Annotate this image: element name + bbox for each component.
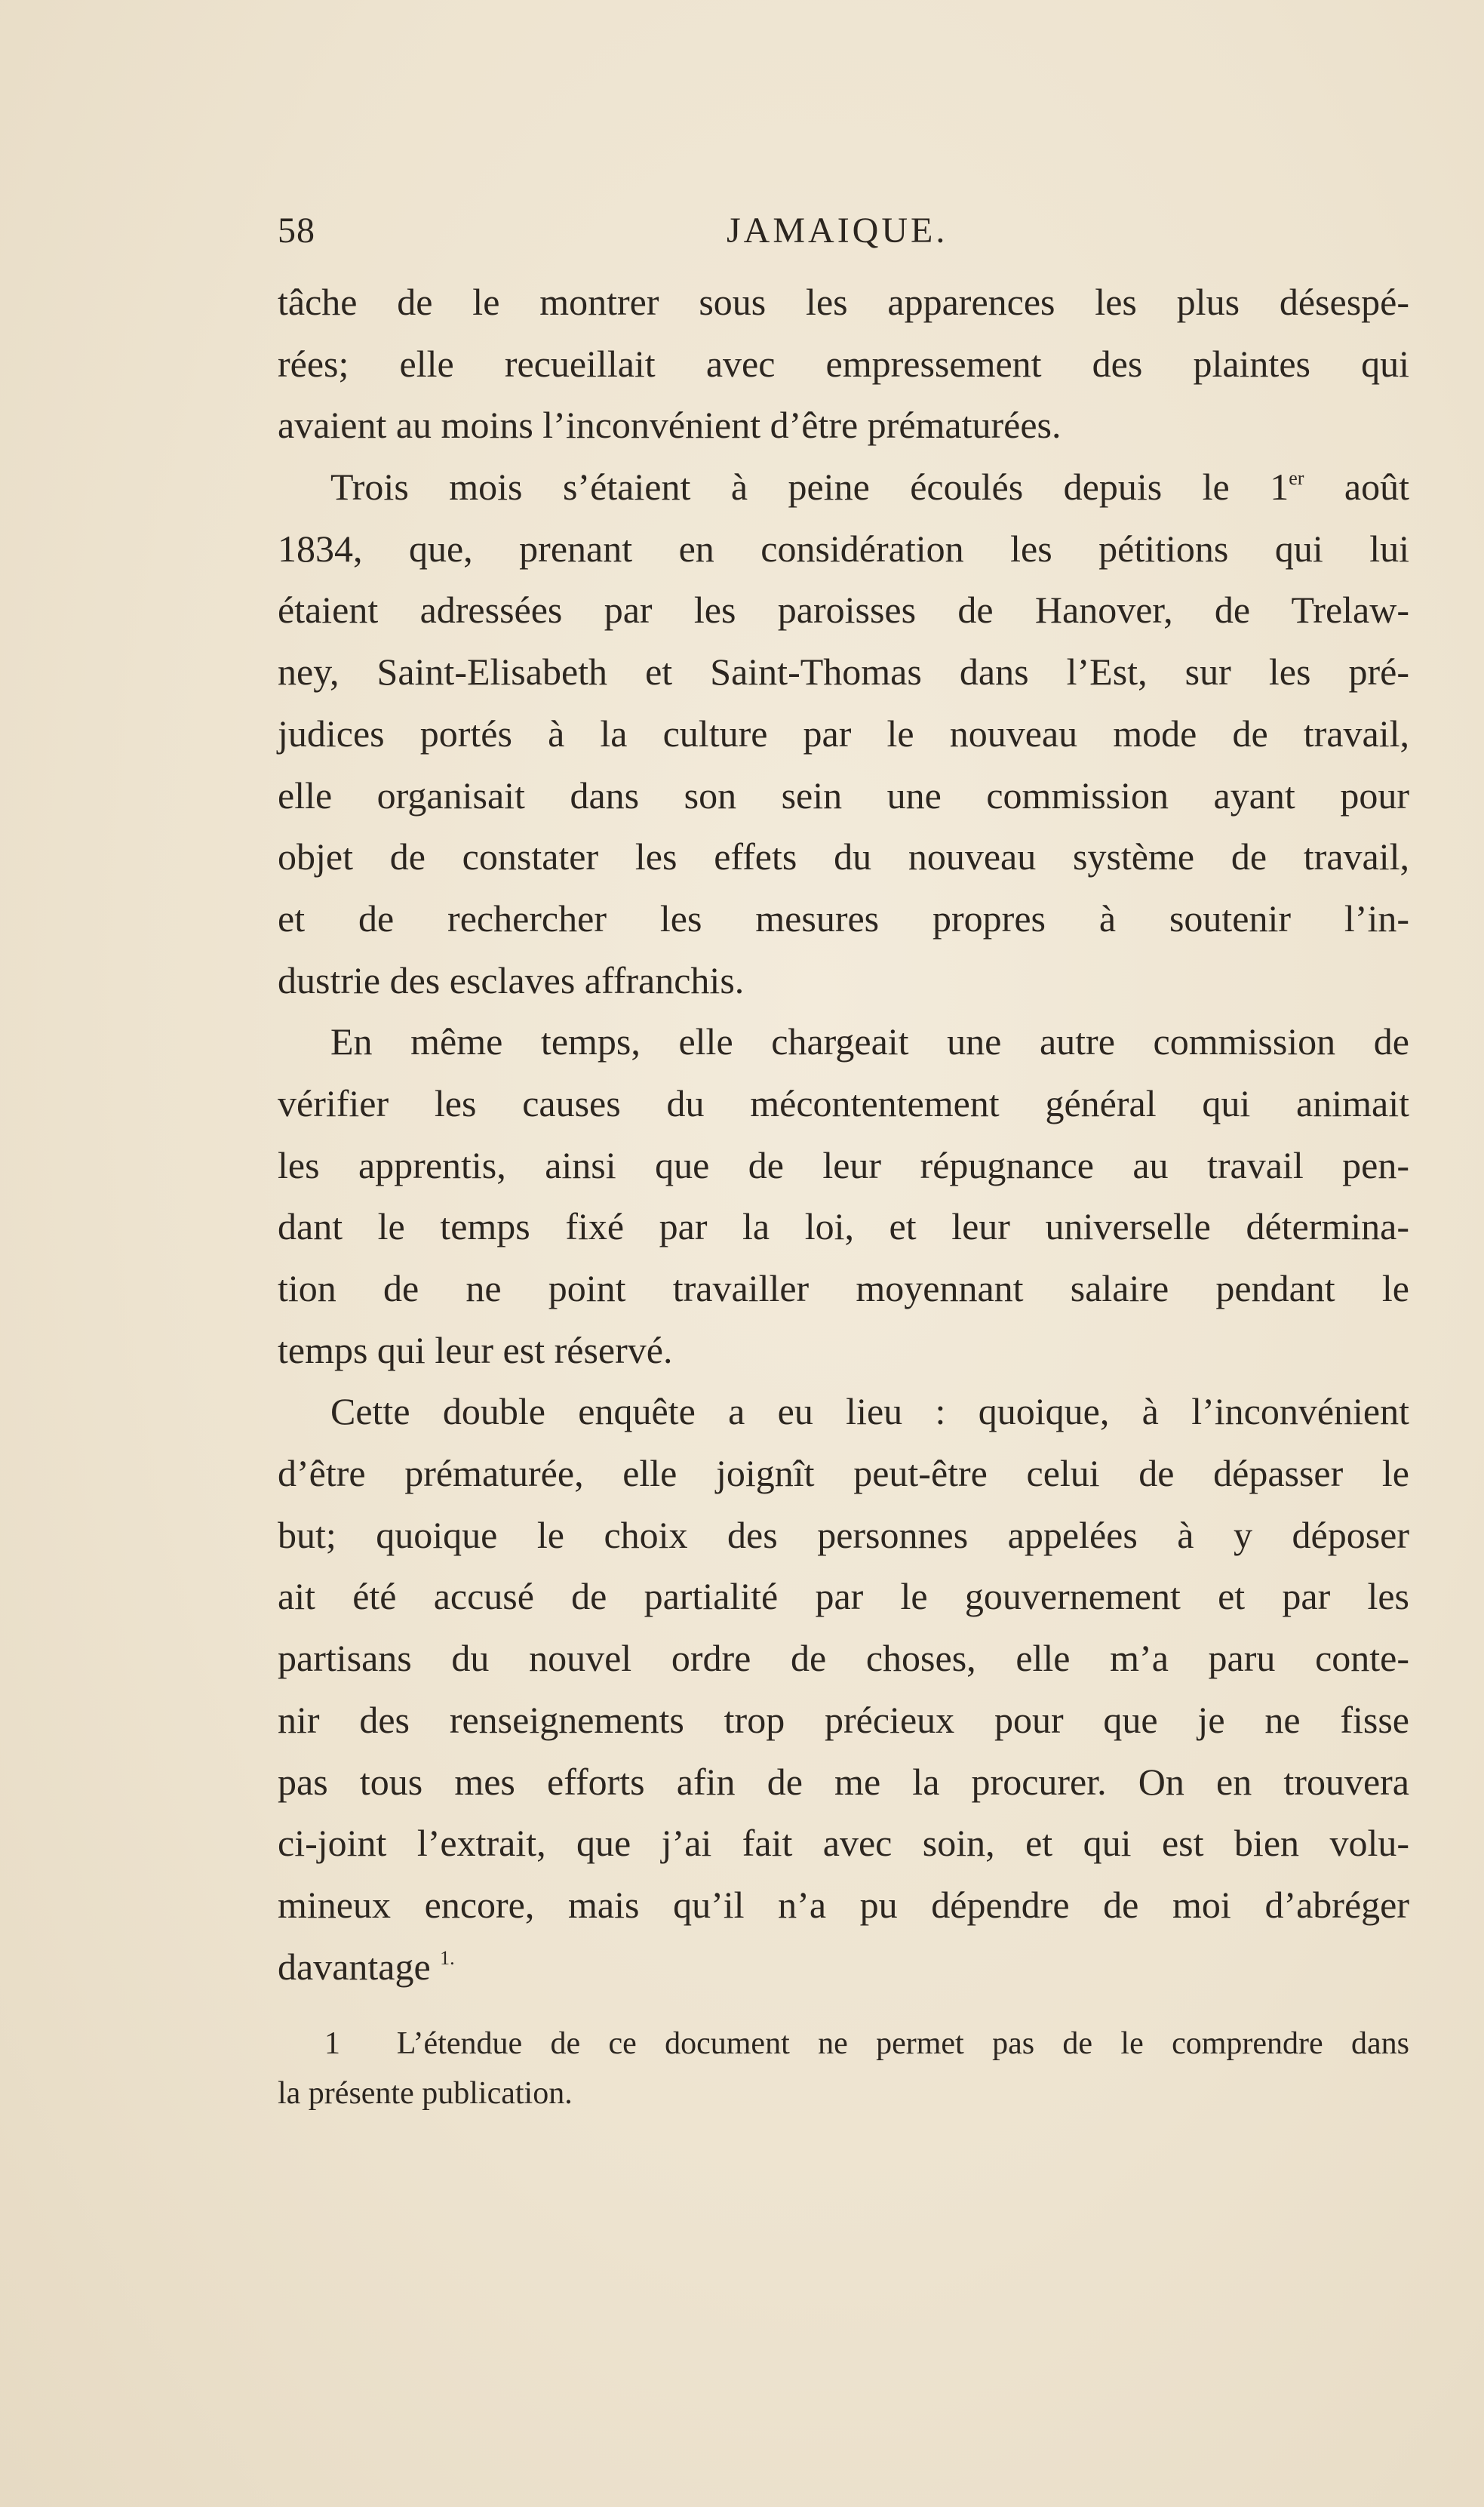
text-line: étaient adressées par les paroisses de Hanover, de Trelaw-	[278, 589, 1409, 632]
body-text	[278, 272, 1409, 1998]
text-line-part: Trois mois s’étaient à peine écoulés depuis le	[330, 466, 1230, 509]
text-line: judices portés à la culture par le nouveau mode de travail,	[278, 712, 1409, 755]
date-superscript: er	[1289, 467, 1304, 490]
text-line: nir des renseignements trop précieux pour que je ne fisse	[278, 1698, 1409, 1741]
footnote-reference: 1.	[440, 1946, 455, 1969]
running-head: JAMAIQUE.	[727, 211, 948, 251]
footnote-text: L’étendue de ce document ne permet pas de le comprendre dans	[396, 2026, 1410, 2061]
text-line: mineux encore, mais qu’il n’a pu dépendre de moi d’abréger	[278, 1883, 1409, 1926]
text-line: d’être prématurée, elle joignît peut-être celui de dépasser le	[278, 1452, 1409, 1495]
page-number: 58	[278, 211, 315, 251]
text-line: rées; elle recueillait avec empressement des plaintes qui	[278, 342, 1409, 385]
text-line: vérifier les causes du mécontentement général qui animait	[278, 1081, 1409, 1124]
date-month: août	[1344, 466, 1410, 509]
text-line: partisans du nouvel ordre de choses, elle m’a paru conte-	[278, 1637, 1409, 1680]
text-line: les apprentis, ainsi que de leur répugnance au travail pen-	[278, 1143, 1409, 1186]
text-line: En même temps, elle chargeait une autre commission de	[330, 1020, 1409, 1063]
text-line: temps qui leur est réservé.	[278, 1328, 673, 1371]
text-line: elle organisait dans son sein une commission ayant pour	[278, 774, 1409, 817]
text-line: ait été accusé de partialité par le gouvernement et par les	[278, 1575, 1409, 1618]
text-line: 1834, que, prenant en considération les pétitions qui lui	[278, 527, 1409, 570]
date-day: 1	[1270, 466, 1289, 509]
footnote-marker: 1	[324, 2026, 340, 2061]
text-line-part: davantage	[278, 1945, 431, 1988]
footnote-line: la présente publication.	[278, 2076, 573, 2111]
text-line-last	[278, 1936, 1409, 1998]
text-line: but; quoique le choix des personnes appelées à y déposer	[278, 1513, 1409, 1556]
text-line: tâche de le montrer sous les apparences les plus désespé-	[278, 281, 1409, 323]
page-header	[278, 210, 1409, 263]
text-line: ney, Saint-Elisabeth et Saint-Thomas dans l’Est, sur les pré-	[278, 651, 1409, 694]
text-line: objet de constater les effets du nouveau système de travail,	[278, 835, 1409, 878]
footnote-line	[278, 2019, 1409, 2069]
text-line: Cette double enquête a eu lieu : quoique, à l’inconvénient	[330, 1390, 1409, 1433]
text-line: avaient au moins l’inconvénient d’être prématurées.	[278, 404, 1062, 447]
text-line: pas tous mes efforts afin de me la procurer. On en trouvera	[278, 1760, 1409, 1803]
text-line: dustrie des esclaves affranchis.	[278, 958, 745, 1001]
text-line: et de rechercher les mesures propres à soutenir l’in-	[278, 897, 1409, 940]
text-line: ci-joint l’extrait, que j’ai fait avec soin, et qui est bien volu-	[278, 1822, 1409, 1865]
text-line-date	[278, 457, 1409, 518]
footnote	[278, 2019, 1409, 2118]
text-line: tion de ne point travailler moyennant salaire pendant le	[278, 1267, 1409, 1309]
text-line: dant le temps fixé par la loi, et leur universelle détermina-	[278, 1205, 1409, 1248]
